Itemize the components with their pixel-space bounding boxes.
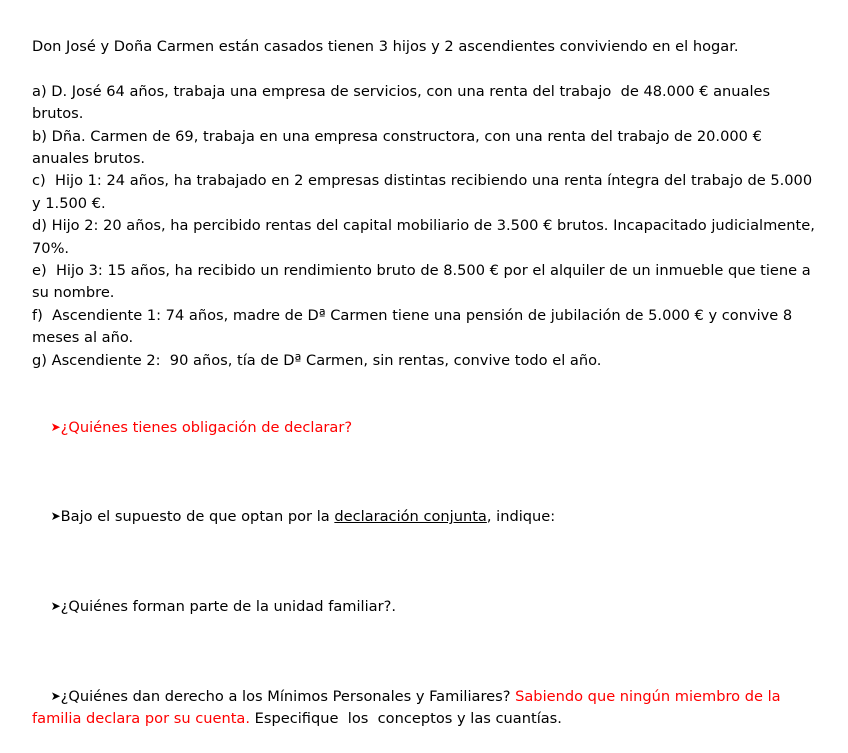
question-minimums [32, 663, 822, 753]
item-g: g) Ascendiente 2: 90 años, tía de Dª Carmen, sin rentas, convive todo el año. [32, 351, 602, 369]
spacer [32, 372, 822, 394]
item-b: b) Dña. Carmen de 69, trabaja en una empresa constructora, con una renta del trabajo de 20.000 € anuales brutos. [32, 127, 767, 168]
spacer [32, 551, 822, 573]
spacer [32, 462, 822, 484]
intro-text: Don José y Doña Carmen están casados tienen 3 hijos y 2 ascendientes conviviendo en el hogar. [32, 38, 739, 55]
question-family-unit-text: ¿Quiénes forman parte de la unidad familiar?. [60, 598, 396, 616]
arrow-bullet-icon: ➤ [50, 419, 61, 434]
question-obligation-text: ¿Quiénes tienes obligación de declarar? [60, 418, 353, 436]
item-f: f) Ascendiente 1: 74 años, madre de Dª Carmen tiene una pensión de jubilación de 5.000 € y convive 8 meses al año. [32, 306, 797, 347]
question-obligation [32, 394, 822, 461]
question-family-unit [32, 574, 822, 641]
joint-declaration-term: declaración conjunta [334, 508, 487, 526]
document-body [32, 36, 822, 753]
item-d: d) Hijo 2: 20 años, ha percibido rentas del capital mobiliario de 3.500 € brutos. Incapacitado judicialmente, 70%. [32, 217, 820, 257]
arrow-bullet-icon: ➤ [50, 599, 61, 614]
spacer [32, 641, 822, 663]
arrow-bullet-icon: ➤ [50, 688, 61, 703]
item-c: c) Hijo 1: 24 años, ha trabajado en 2 empresas distintas recibiendo una renta íntegra del trabajo de 5.000 y 1.500 €. [32, 172, 817, 212]
item-a: a) D. José 64 años, trabaja una empresa de servicios, con una renta del trabajo de 48.000 € anuales brutos. [32, 82, 775, 123]
spacer [32, 58, 822, 80]
question-joint-before: Bajo el supuesto de que optan por la [60, 508, 335, 526]
question-minimums-text: ¿Quiénes dan derecho a los Mínimos Personales y Familiares? [60, 687, 516, 705]
arrow-bullet-icon: ➤ [50, 509, 61, 524]
question-minimums-condition: Sabiendo que ningún miembro de la familia declara por su cuenta. [32, 687, 786, 728]
question-joint-declaration [32, 484, 822, 551]
item-e: e) Hijo 3: 15 años, ha recibido un rendimiento bruto de 8.500 € por el alquiler de un inmueble que tiene a su nombre. [32, 262, 816, 302]
question-joint-after: , indique: [486, 508, 556, 526]
question-minimums-tail: Especifique los conceptos y las cuantías. [250, 710, 562, 728]
